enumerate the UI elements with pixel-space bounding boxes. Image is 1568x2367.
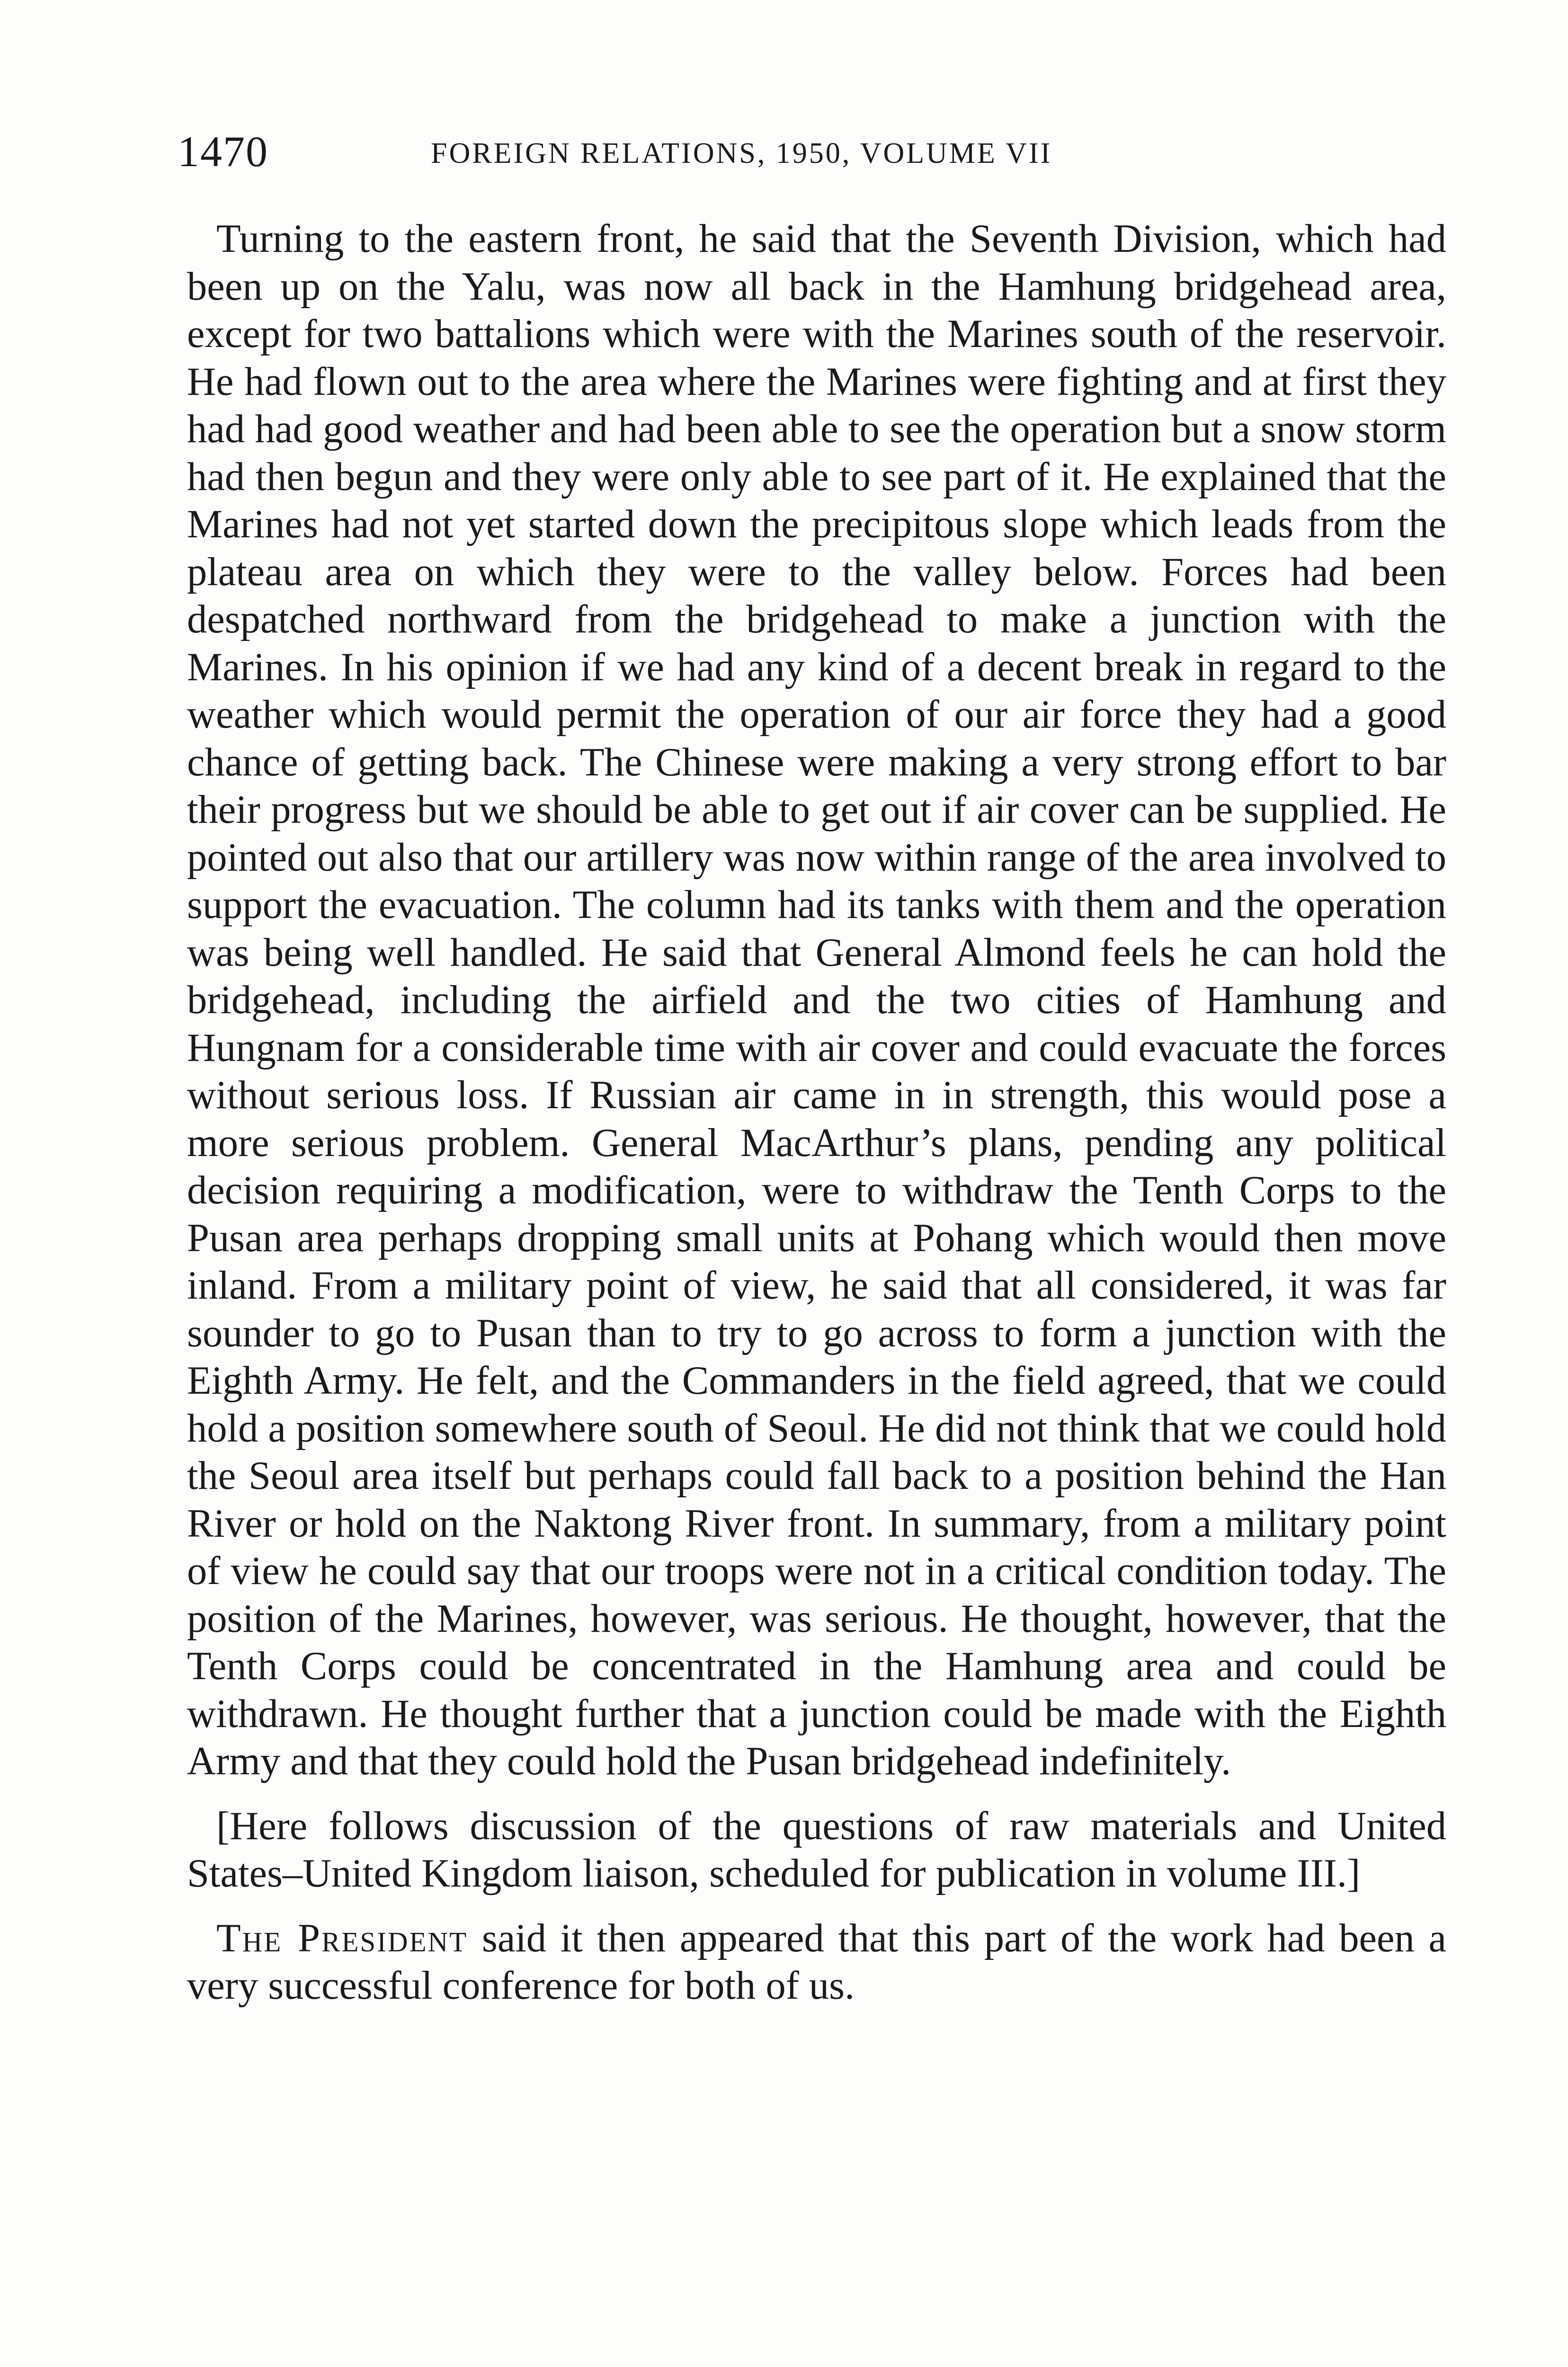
paragraph-eastern-front: Turning to the eastern front, he said that the Seventh Division, which had been up on the Yalu, was now all back in the Hamhung bridgehead area, except for two battalions which were with the Marines south of the reservoir. He had flown out to the area where the Marines were fighting and at first they had had good weather and had been able to see the operation but a snow storm had then begun and they were only able to see part of it. He explained that the Marines had not yet started down the precipitous slope which leads from the plateau area on which they were to the valley below. Forces had been despatched northward from the bridgehead to make a junction with the Marines. In his opinion if we had any kind of a decent break in regard to the weather which would permit the operation of our air force they had a good chance of getting back. The Chinese were making a very strong effort to bar their progress but we should be able to get out if air cover can be supplied. He pointed out also that our artillery was now within range of the area involved to support the evacuation. The column had its tanks with them and the operation was being well handled. He said that General Almond feels he can hold the bridgehead, including the airfield and the two cities of Hamhung and Hungnam for a considerable time with air cover and could evacuate the forces without serious loss. If Russian air came in in strength, this would pose a more serious problem. General MacArthur’s plans, pending any political decision requiring a modification, were to withdraw the Tenth Corps to the Pusan area perhaps dropping small units at Pohang which would then move inland. From a military point of view, he said that all considered, it was far sounder to go to Pusan than to try to go across to form a junction with the Eighth Army. He felt, and the Commanders in the field agreed, that we could hold a position somewhere south of Seoul. He did not think that we could hold the Seoul area itself but perhaps could fall back to a position behind the Han River or hold on the Naktong River front. In summary, from a military point of view he could say that our troops were not in a critical condition today. The position of the Marines, however, was serious. He thought, however, that the Tenth Corps could be concentrated in the Hamhung area and could be withdrawn. He thought further that a junction could be made with the Eighth Army and that they could hold the Pusan bridgehead indefinitely. (187, 217, 1446, 1783)
paragraph-president-remark (187, 1915, 1446, 2010)
running-header (178, 125, 1446, 178)
body-text (187, 215, 1446, 2010)
paragraph-editorial-note: [Here follows discussion of the questions of raw materials and United States–United Kingdom liaison, scheduled for publication in volume III.] (187, 1804, 1446, 1895)
running-title: FOREIGN RELATIONS, 1950, VOLUME VII (431, 137, 1052, 169)
speaker-name: The President (216, 1916, 468, 1960)
page-number: 1470 (178, 127, 268, 176)
president-remark-text: said it then appeared that this part of the work had been a very successful conference for both of us. (187, 1916, 1446, 2008)
